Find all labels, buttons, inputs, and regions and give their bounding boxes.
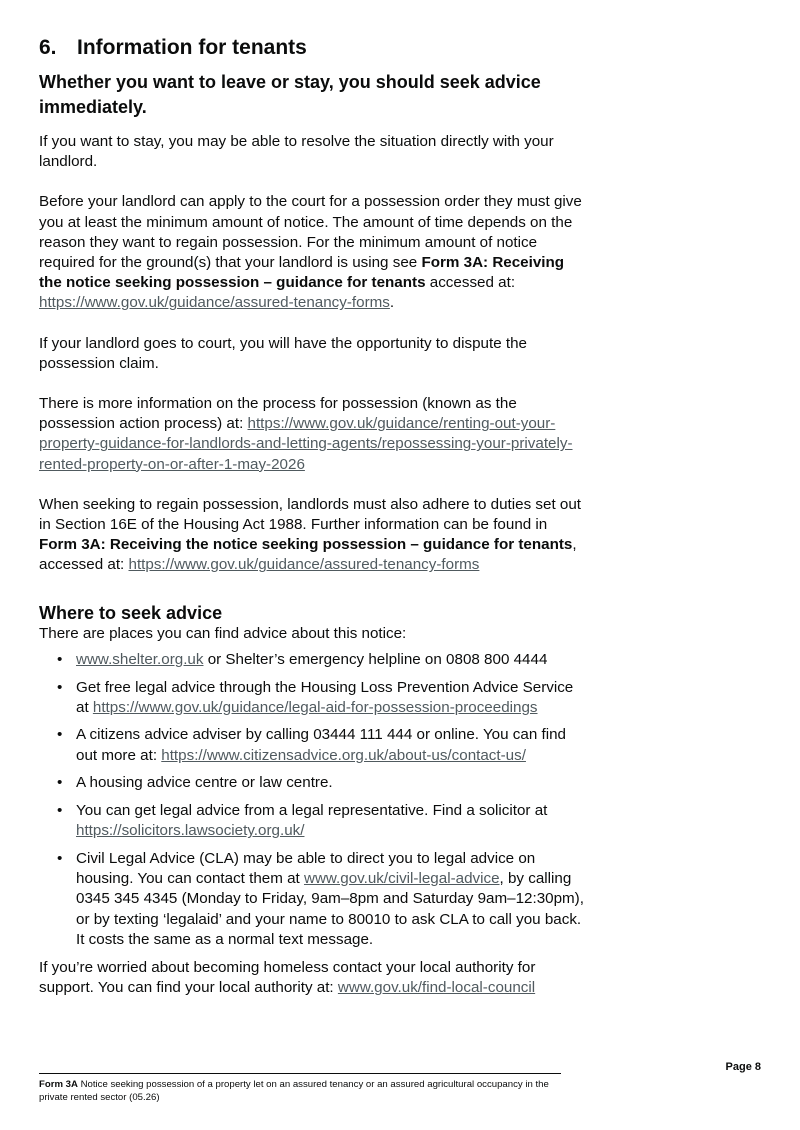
bullet-icon: • bbox=[57, 678, 63, 696]
paragraph-homeless-text: If you’re worried about becoming homeless contact your local authority for support. You can find your local authority at: bbox=[39, 959, 536, 997]
section-subheading: Whether you want to leave or stay, you should seek advice immediately. bbox=[39, 72, 541, 117]
paragraph-stay: If you want to stay, you may be able to resolve the situation directly with your landlord. bbox=[39, 133, 554, 171]
paragraph-duties-text: When seeking to regain possession, landlords must also adhere to duties set out in Section 16E of the Housing Act 1988. Further information can be found in bbox=[39, 495, 582, 534]
legal-aid-link[interactable]: https://www.gov.uk/guidance/legal-aid-for-possession-proceedings bbox=[92, 698, 538, 716]
list-item bbox=[39, 773, 584, 793]
page-number: Page 8 bbox=[725, 1061, 761, 1073]
advice-heading: Where to seek advice bbox=[39, 602, 223, 623]
paragraph-duties bbox=[39, 495, 584, 576]
list-item bbox=[39, 678, 584, 718]
list-item-post: or Shelter’s emergency helpline on 0808 800 4444 bbox=[203, 650, 548, 668]
page-content bbox=[39, 34, 584, 998]
section-heading bbox=[39, 34, 584, 62]
paragraph-homeless bbox=[39, 958, 584, 998]
list-item-post: , by calling 0345 345 4345 (Monday to Friday, 9am–8pm and Saturday 9am–12:30pm), or by texting ‘legalaid’ and your name to 80010 to ask CLA to call you back. It costs the same as a normal text message. bbox=[76, 870, 584, 948]
list-item-pre: Civil Legal Advice (CLA) may be able to direct you to legal advice on housing. You can contact them at bbox=[76, 849, 536, 888]
paragraph-notice-end: . bbox=[389, 294, 395, 312]
paragraph-process bbox=[39, 394, 584, 475]
assured-tenancy-forms-link[interactable]: https://www.gov.uk/guidance/assured-tenancy-forms bbox=[39, 294, 390, 312]
assured-tenancy-forms-link-2[interactable]: https://www.gov.uk/guidance/assured-tenancy-forms bbox=[128, 556, 480, 574]
possession-process-link[interactable]: https://www.gov.uk/guidance/renting-out-your-property-guidance-for-landlords-and-letting-agents/repossessing-your-privately-rented-property-on-or-after-1-may-2026 bbox=[39, 415, 573, 473]
form-3a-reference: Form 3A: Receiving the notice seeking possession – guidance for tenants bbox=[39, 254, 565, 292]
list-item bbox=[39, 801, 584, 841]
bullet-icon: • bbox=[57, 774, 63, 792]
paragraph-notice-text: Before your landlord can apply to the court for a possession order they must give you at least the minimum amount of notice. The amount of time depends on the reason they want to regain possession. For the minimum amount of notice required for the ground(s) that your landlord is using see bbox=[39, 193, 582, 272]
bullet-icon: • bbox=[57, 849, 63, 867]
paragraph-notice bbox=[39, 192, 584, 313]
paragraph-process-text: There is more information on the process for possession (known as the possession action process) at: bbox=[39, 395, 517, 433]
footer-divider bbox=[39, 1073, 561, 1074]
bullet-icon: • bbox=[57, 650, 63, 668]
section-number: 6. bbox=[39, 36, 57, 59]
list-item bbox=[39, 849, 584, 950]
advice-intro: There are places you can find advice about this notice: bbox=[39, 624, 407, 642]
find-local-council-link[interactable]: www.gov.uk/find-local-council bbox=[337, 979, 536, 997]
form-3a-reference-2: Form 3A: Receiving the notice seeking possession – guidance for tenants bbox=[39, 536, 573, 554]
paragraph-duties-after: , accessed at: bbox=[39, 536, 577, 574]
paragraph-dispute: If your landlord goes to court, you will have the opportunity to dispute the possession claim. bbox=[39, 334, 527, 372]
footer-description: Notice seeking possession of a property let on an assured tenancy or an assured agricultural occupancy in the private rented sector (05.26) bbox=[39, 1079, 549, 1103]
paragraph-notice-after: accessed at: bbox=[425, 274, 516, 292]
list-item-pre: A citizens advice adviser by calling 03444 111 444 or online. You can find out more at: bbox=[76, 726, 566, 764]
advice-list bbox=[39, 650, 584, 950]
list-item-pre: You can get legal advice from a legal representative. Find a solicitor at bbox=[76, 802, 548, 820]
citizens-advice-link[interactable]: https://www.citizensadvice.org.uk/about-us/contact-us/ bbox=[161, 746, 526, 764]
shelter-link[interactable]: www.shelter.org.uk bbox=[76, 650, 204, 668]
footer-note bbox=[39, 1079, 561, 1104]
section-title: Information for tenants bbox=[77, 36, 307, 59]
list-item bbox=[39, 725, 584, 765]
list-item-pre: A housing advice centre or law centre. bbox=[76, 774, 333, 792]
bullet-icon: • bbox=[57, 802, 63, 820]
list-item-pre: Get free legal advice through the Housing Loss Prevention Advice Service at bbox=[76, 678, 574, 716]
bullet-icon: • bbox=[57, 726, 63, 744]
footer-form-label: Form 3A bbox=[39, 1079, 78, 1090]
law-society-link[interactable]: https://solicitors.lawsociety.org.uk/ bbox=[76, 822, 305, 840]
civil-legal-advice-link[interactable]: www.gov.uk/civil-legal-advice bbox=[303, 870, 500, 888]
list-item bbox=[39, 650, 584, 670]
